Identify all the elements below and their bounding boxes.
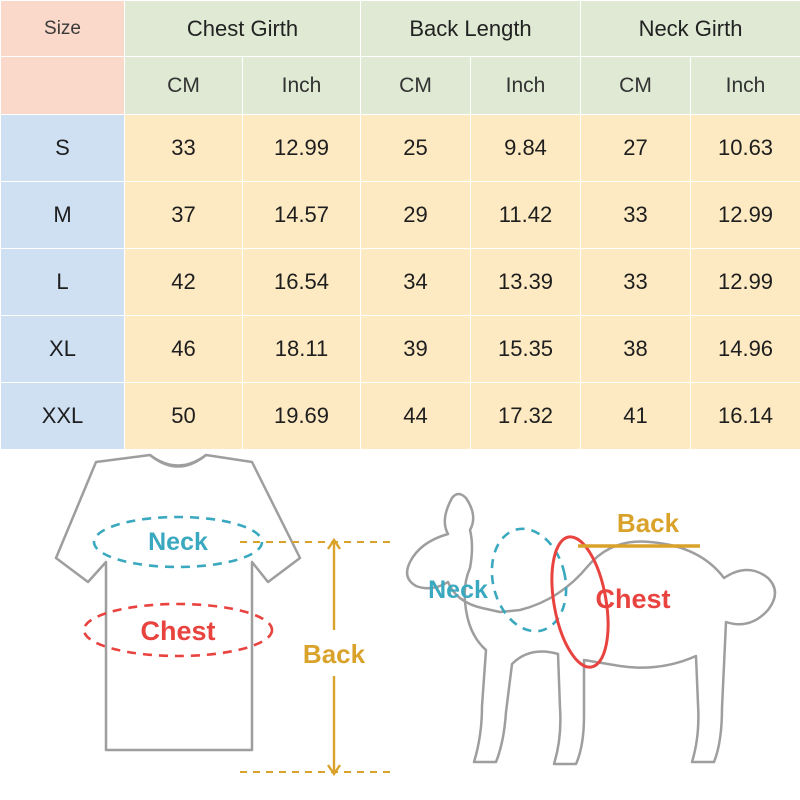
header-chest-inch: Inch (243, 57, 361, 115)
cell-xl-back-cm: 39 (361, 316, 471, 383)
cell-s-chest-cm: 33 (125, 115, 243, 182)
dog-chest-label: Chest (595, 584, 671, 614)
dog-diagram (407, 494, 775, 764)
cell-s-chest-inch: 12.99 (243, 115, 361, 182)
header-back-inch: Inch (471, 57, 581, 115)
header-neck-inch: Inch (691, 57, 800, 115)
dog-outline (407, 494, 775, 764)
row-size-m: M (1, 182, 125, 249)
shirt-diagram (56, 455, 390, 774)
row-size-l: L (1, 249, 125, 316)
cell-l-neck-cm: 33 (581, 249, 691, 316)
cell-s-back-inch: 9.84 (471, 115, 581, 182)
shirt-back-label: Back (302, 639, 366, 669)
cell-xl-chest-inch: 18.11 (243, 316, 361, 383)
cell-m-neck-inch: 12.99 (691, 182, 800, 249)
cell-xxl-back-cm: 44 (361, 383, 471, 450)
cell-xxl-chest-inch: 19.69 (243, 383, 361, 450)
table-row (1, 182, 800, 249)
header-neck-cm: CM (581, 57, 691, 115)
dog-back-label: Back (616, 508, 680, 538)
header-chest-cm: CM (125, 57, 243, 115)
row-size-xl: XL (1, 316, 125, 383)
table-row (1, 383, 800, 450)
cell-m-back-inch: 11.42 (471, 182, 581, 249)
cell-s-back-cm: 25 (361, 115, 471, 182)
cell-xl-chest-cm: 46 (125, 316, 243, 383)
cell-l-neck-inch: 12.99 (691, 249, 800, 316)
table-header-row-groups (1, 1, 800, 57)
cell-m-back-cm: 29 (361, 182, 471, 249)
header-back-cm: CM (361, 57, 471, 115)
cell-m-neck-cm: 33 (581, 182, 691, 249)
dog-neck-label: Neck (428, 576, 488, 604)
cell-m-chest-cm: 37 (125, 182, 243, 249)
header-neck-girth: Neck Girth (581, 1, 800, 57)
shirt-chest-label: Chest (140, 616, 216, 646)
shirt-neck-label: Neck (148, 528, 208, 556)
header-chest-girth: Chest Girth (125, 1, 361, 57)
measurement-diagrams (0, 450, 800, 782)
cell-xxl-neck-cm: 41 (581, 383, 691, 450)
header-size: Size (1, 1, 125, 57)
cell-l-chest-cm: 42 (125, 249, 243, 316)
table-row (1, 115, 800, 182)
row-size-s: S (1, 115, 125, 182)
cell-s-neck-cm: 27 (581, 115, 691, 182)
cell-xxl-neck-inch: 16.14 (691, 383, 800, 450)
shirt-outline (56, 455, 300, 750)
header-back-length: Back Length (361, 1, 581, 57)
cell-xl-neck-cm: 38 (581, 316, 691, 383)
cell-l-back-cm: 34 (361, 249, 471, 316)
table-row (1, 249, 800, 316)
row-size-xxl: XXL (1, 383, 125, 450)
cell-xl-back-inch: 15.35 (471, 316, 581, 383)
table-header-row-units (1, 57, 800, 115)
cell-m-chest-inch: 14.57 (243, 182, 361, 249)
cell-l-chest-inch: 16.54 (243, 249, 361, 316)
table-row (1, 316, 800, 383)
cell-xxl-back-inch: 17.32 (471, 383, 581, 450)
cell-xl-neck-inch: 14.96 (691, 316, 800, 383)
cell-l-back-inch: 13.39 (471, 249, 581, 316)
header-blank (1, 57, 125, 115)
cell-s-neck-inch: 10.63 (691, 115, 800, 182)
cell-xxl-chest-cm: 50 (125, 383, 243, 450)
